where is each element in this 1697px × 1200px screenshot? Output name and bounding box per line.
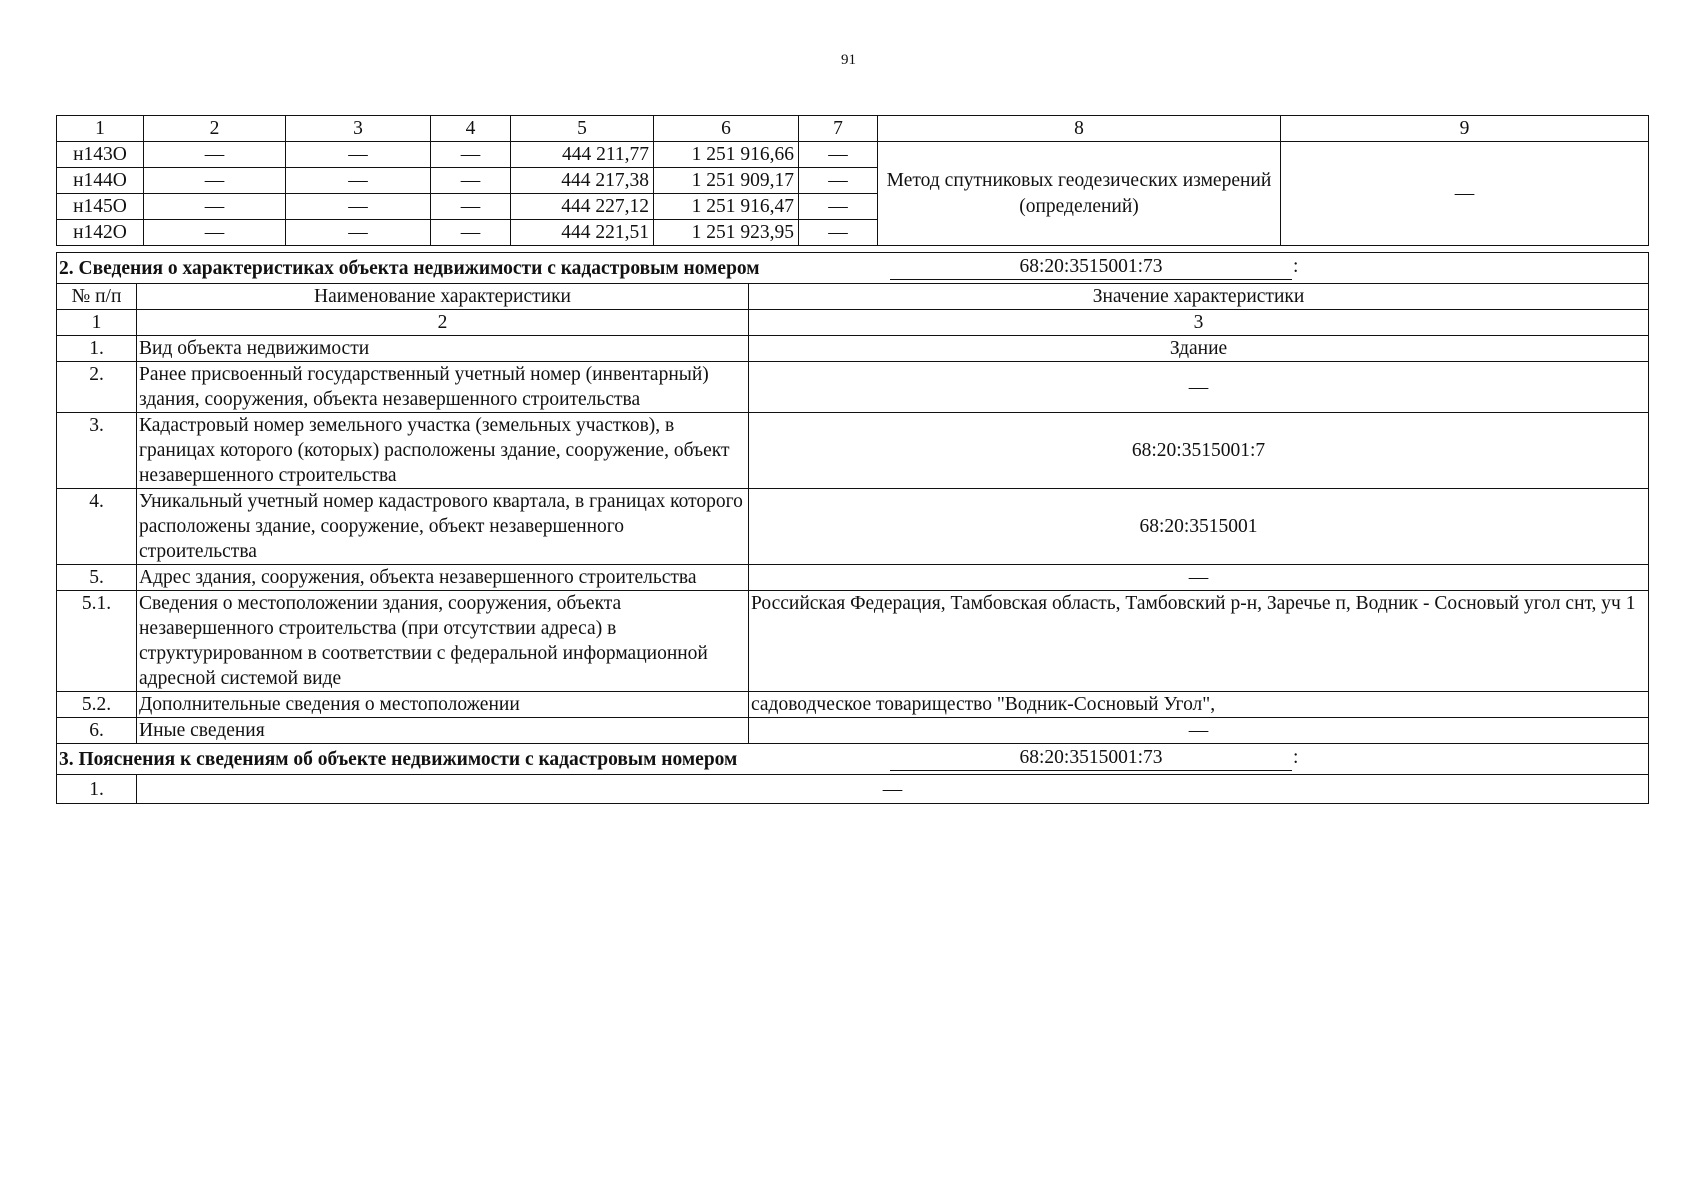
row-number: 3. (57, 413, 137, 489)
characteristic-name: Дополнительные сведения о местоположении (137, 692, 749, 718)
cell: — (799, 220, 878, 246)
row-number: 5.2. (57, 692, 137, 718)
explanation-value: — (137, 775, 1649, 804)
cell: — (431, 168, 511, 194)
row-number: 4. (57, 489, 137, 565)
characteristic-value: — (749, 565, 1649, 591)
column-index: 3 (749, 310, 1649, 336)
row-number: 5.1. (57, 591, 137, 692)
point-name: н143О (57, 142, 144, 168)
characteristic-value: Здание (749, 336, 1649, 362)
column-header: 4 (431, 116, 511, 142)
column-header: 1 (57, 116, 144, 142)
x-coordinate: 444 221,51 (511, 220, 654, 246)
table-row (57, 142, 1649, 168)
column-9-value: — (1281, 142, 1649, 246)
characteristic-name: Ранее присвоенный государственный учетный номер (инвентарный) здания, сооружения, объекта незавершенного строительства (137, 362, 749, 413)
table-row (57, 336, 1649, 362)
cadastral-number: 68:20:3515001:73 (890, 746, 1292, 771)
section-3-header (57, 744, 1649, 775)
column-header: 3 (286, 116, 431, 142)
column-header: 2 (144, 116, 286, 142)
cell: — (286, 194, 431, 220)
row-number: 1. (57, 775, 137, 804)
table-row (57, 362, 1649, 413)
characteristic-value: — (749, 718, 1649, 744)
cell: — (144, 194, 286, 220)
header-row (57, 284, 1649, 310)
characteristic-value: Российская Федерация, Тамбовская область, Тамбовский р-н, Заречье п, Водник - Сосновый угол снт, уч 1 (749, 591, 1649, 692)
cell: — (144, 142, 286, 168)
cell: — (431, 142, 511, 168)
colon: : (1293, 256, 1299, 277)
y-coordinate: 1 251 916,66 (654, 142, 799, 168)
characteristic-value: 68:20:3515001 (749, 489, 1649, 565)
characteristic-name: Адрес здания, сооружения, объекта незавершенного строительства (137, 565, 749, 591)
x-coordinate: 444 211,77 (511, 142, 654, 168)
cell: — (431, 194, 511, 220)
column-header: 9 (1281, 116, 1649, 142)
row-number: 2. (57, 362, 137, 413)
column-header: Значение характеристики (749, 284, 1649, 310)
measurement-method: Метод спутниковых геодезических измерений (определений) (878, 142, 1281, 246)
characteristics-table (56, 252, 1649, 804)
table-row (57, 489, 1649, 565)
section-title: 3. Пояснения к сведениям об объекте недвижимости с кадастровым номером (59, 748, 738, 770)
column-index: 2 (137, 310, 749, 336)
y-coordinate: 1 251 909,17 (654, 168, 799, 194)
cell: — (799, 142, 878, 168)
characteristic-name: Кадастровый номер земельного участка (земельных участков), в границах которого (которых) расположены здание, сооружение, объект незавершенного строительства (137, 413, 749, 489)
cell: — (286, 168, 431, 194)
cell: — (286, 220, 431, 246)
table-row (57, 775, 1649, 804)
column-header: № п/п (57, 284, 137, 310)
cell: — (799, 168, 878, 194)
cell: — (799, 194, 878, 220)
characteristic-name: Уникальный учетный номер кадастрового квартала, в границах которого расположены здание, сооружение, объект незавершенного строительства (137, 489, 749, 565)
index-row (57, 310, 1649, 336)
row-number: 1. (57, 336, 137, 362)
cell: — (144, 220, 286, 246)
y-coordinate: 1 251 923,95 (654, 220, 799, 246)
cadastral-number: 68:20:3515001:73 (890, 255, 1292, 280)
column-index: 1 (57, 310, 137, 336)
column-header: 8 (878, 116, 1281, 142)
table-row (57, 591, 1649, 692)
point-name: н142О (57, 220, 144, 246)
x-coordinate: 444 217,38 (511, 168, 654, 194)
coordinates-table (56, 115, 1649, 246)
page-number: 91 (841, 52, 856, 68)
characteristic-name: Сведения о местоположении здания, сооружения, объекта незавершенного строительства (при отсутствии адреса) в структурированном в соответствии с федеральной информационной адресной системой виде (137, 591, 749, 692)
table-row (57, 718, 1649, 744)
coordinates-header-row (57, 116, 1649, 142)
table-row (57, 692, 1649, 718)
point-name: н144О (57, 168, 144, 194)
cell: — (286, 142, 431, 168)
cell: — (431, 220, 511, 246)
section-2-header (57, 253, 1649, 284)
characteristic-name: Вид объекта недвижимости (137, 336, 749, 362)
characteristic-value: — (749, 362, 1649, 413)
point-name: н145О (57, 194, 144, 220)
column-header: Наименование характеристики (137, 284, 749, 310)
characteristic-value: 68:20:3515001:7 (749, 413, 1649, 489)
row-number: 6. (57, 718, 137, 744)
table-row (57, 565, 1649, 591)
characteristic-name: Иные сведения (137, 718, 749, 744)
row-number: 5. (57, 565, 137, 591)
section-title: 2. Сведения о характеристиках объекта недвижимости с кадастровым номером (59, 257, 760, 279)
cell: — (144, 168, 286, 194)
characteristic-value: садоводческое товарищество "Водник-Сосновый Угол", (749, 692, 1649, 718)
table-row (57, 413, 1649, 489)
column-header: 7 (799, 116, 878, 142)
x-coordinate: 444 227,12 (511, 194, 654, 220)
column-header: 5 (511, 116, 654, 142)
y-coordinate: 1 251 916,47 (654, 194, 799, 220)
colon: : (1293, 747, 1299, 768)
column-header: 6 (654, 116, 799, 142)
